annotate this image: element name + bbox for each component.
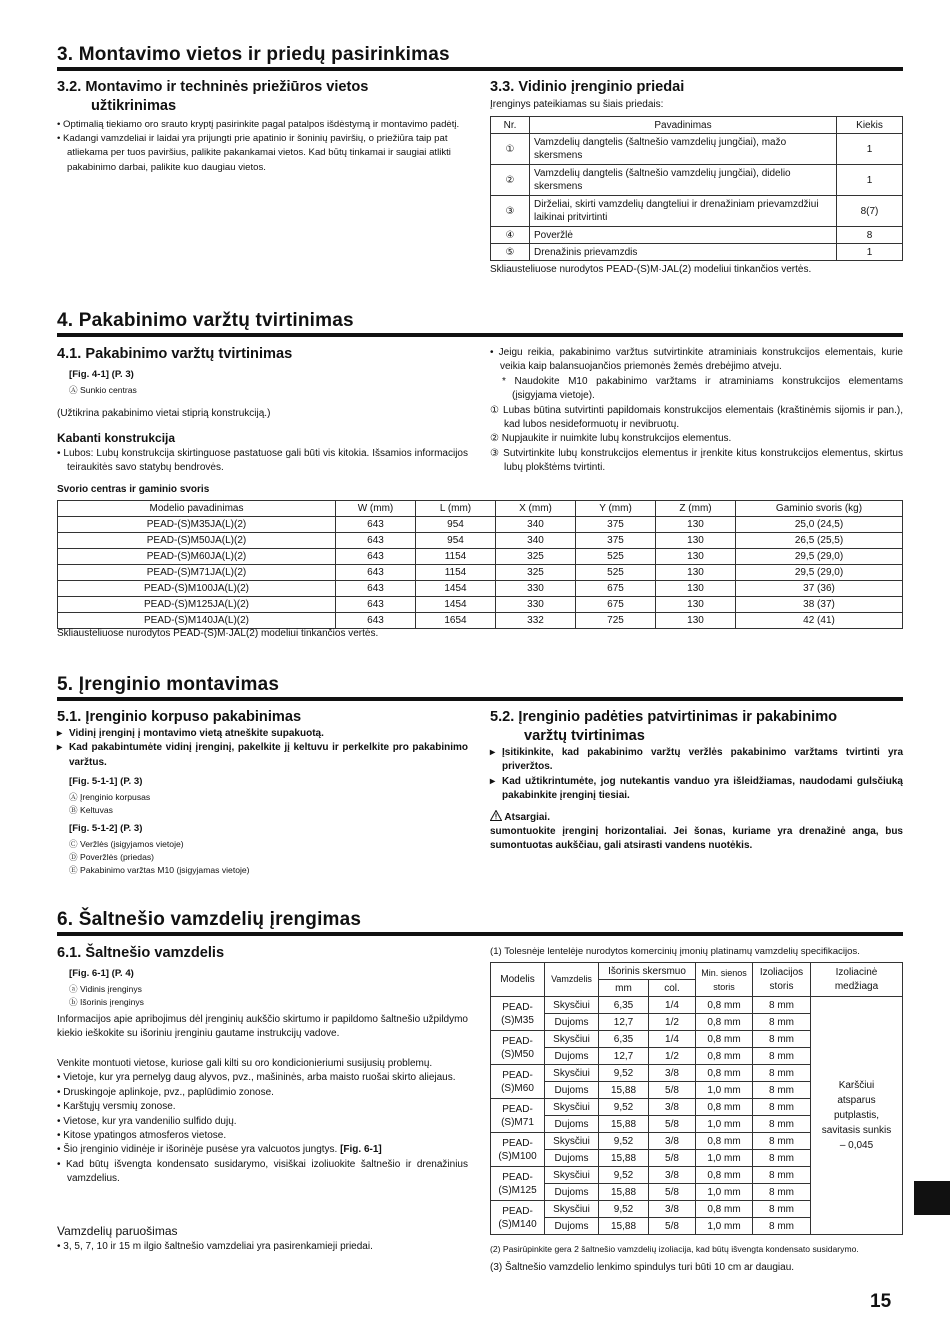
table-title: Svorio centras ir gaminio svoris <box>57 484 210 495</box>
figure-ref: [Fig. 5-1-2] (P. 3) <box>69 823 143 834</box>
subsection-6-1-title: 6.1. Šaltnešio vamzdelis <box>57 945 225 961</box>
table-cell: 330 <box>496 597 576 613</box>
table-cell: Skysčiui <box>545 1031 599 1048</box>
table-cell: 8 mm <box>753 1048 811 1065</box>
table-cell: 37 (36) <box>736 581 903 597</box>
table-cell: 5/8 <box>649 1150 696 1167</box>
table-cell: 8 mm <box>753 1031 811 1048</box>
section-5-title: 5. Įrenginio montavimas <box>57 674 280 695</box>
table-cell: 1/2 <box>649 1014 696 1031</box>
table-cell: 9,52 <box>599 1201 649 1218</box>
table-cell: 643 <box>336 565 416 581</box>
step: ▸ Kad užtikrintumėte, jog nutekantis vanduo yra išleidžiamas, naudodami gulsčiuką pakabinkite įrenginį tiesiai. <box>490 775 903 804</box>
table-cell: Skysčiui <box>545 997 599 1014</box>
table-cell: 8 mm <box>753 1150 811 1167</box>
table-cell: 1454 <box>416 581 496 597</box>
table-cell: 130 <box>656 549 736 565</box>
table-cell: 643 <box>336 597 416 613</box>
table-cell: 375 <box>576 533 656 549</box>
table-cell: Dujoms <box>545 1150 599 1167</box>
figure-legend-item: Ⓐ Įrenginio korpusas <box>69 792 151 802</box>
table-cell: PEAD-(S)M60JA(L)(2) <box>58 549 336 565</box>
numbered-item: ③ Sutvirtinkite lubų konstrukcijos elementus ir įrenkite kitus konstrukcijos elementus, skirtus lubų plokštėms tvirtinti. <box>490 447 903 474</box>
table-cell: 1454 <box>416 597 496 613</box>
table-cell: 330 <box>496 581 576 597</box>
table-cell: 0,8 mm <box>696 1031 753 1048</box>
model-cell: PEAD-(S)M35 <box>491 997 545 1031</box>
table-cell: 0,8 mm <box>696 1167 753 1184</box>
bullet: • Karštųjų versmių zonose. <box>57 1101 176 1113</box>
table-cell: Skysčiui <box>545 1201 599 1218</box>
table-cell: 1154 <box>416 549 496 565</box>
table-cell: 375 <box>576 517 656 533</box>
numbered-item: ① Lubas būtina sutvirtinti papildomais konstrukcijos elementais (kraštinėmis sijomis ir pan.), kad lubos nesideformuotų ir nevibruotų. <box>490 404 903 431</box>
bullet: • Šio įrenginio vidinėje ir išorinėje pusėse yra valcuotos jungtys. [Fig. 6-1] <box>57 1144 382 1156</box>
table-cell: Dujoms <box>545 1082 599 1099</box>
table-cell: 130 <box>656 613 736 629</box>
table-cell: 15,88 <box>599 1082 649 1099</box>
bullet: • Druskingoje aplinkoje, pvz., paplūdimio zonose. <box>57 1086 274 1098</box>
caution-heading: Atsargiai. <box>490 810 550 825</box>
table-cell: 9,52 <box>599 1065 649 1082</box>
table-cell: 6,35 <box>599 1031 649 1048</box>
table-cell: 8 mm <box>753 1116 811 1133</box>
bullet: • Vietose, kur yra vandenilio sulfido dujų. <box>57 1115 237 1127</box>
figure-ref: [Fig. 6-1] (P. 4) <box>69 968 134 979</box>
section-rule <box>57 67 903 71</box>
table-cell: 6,35 <box>599 997 649 1014</box>
table-cell: 3/8 <box>649 1167 696 1184</box>
table-cell: 0,8 mm <box>696 1048 753 1065</box>
section-rule <box>57 697 903 701</box>
section-3-title: 3. Montavimo vietos ir priedų pasirinkimas <box>57 44 450 65</box>
step: ▸ Kad pakabintumėte vidinį įrenginį, pakelkite jį keltuvu ir perkelkite pro pakabinimo varžtus. <box>57 741 468 770</box>
table-cell: Skysčiui <box>545 1133 599 1150</box>
table-cell: 1,0 mm <box>696 1218 753 1235</box>
table-cell: 725 <box>576 613 656 629</box>
caution-text: sumontuokite įrenginį horizontaliai. Jei šonas, kuriame yra drenažinė anga, bus sumontuotas aukščiau, gali atsirasti vandens nuotėkis. <box>490 826 903 852</box>
table-cell: 9,52 <box>599 1099 649 1116</box>
table-cell: 9,52 <box>599 1167 649 1184</box>
table-cell: PEAD-(S)M35JA(L)(2) <box>58 517 336 533</box>
table-row <box>491 997 903 1014</box>
heading: Vamzdelių paruošimas <box>57 1224 178 1238</box>
table-cell: 130 <box>656 581 736 597</box>
table-cell: 643 <box>336 581 416 597</box>
table-cell: 8 mm <box>753 1082 811 1099</box>
figure-ref: [Fig. 4-1] (P. 3) <box>69 369 134 380</box>
table-cell: PEAD-(S)M140JA(L)(2) <box>58 613 336 629</box>
bullet: • Jeigu reikia, pakabinimo varžtus sutvirtinkite atraminiais konstrukcijos elementais, kurie veikia kaip balansuojančios priemonės žemės drebėjimo atveju. <box>490 347 903 373</box>
table-cell: 954 <box>416 533 496 549</box>
note: (3) Šaltnešio vamzdelio lenkimo spindulys turi būti 10 cm ar daugiau. <box>490 1262 795 1273</box>
table-cell: 340 <box>496 533 576 549</box>
warning-icon <box>490 810 502 821</box>
table-cell: 3/8 <box>649 1201 696 1218</box>
table-cell: 525 <box>576 549 656 565</box>
table-cell: 8 mm <box>753 1014 811 1031</box>
table-cell: 0,8 mm <box>696 1133 753 1150</box>
table-cell: 8 mm <box>753 997 811 1014</box>
model-cell: PEAD-(S)M71 <box>491 1099 545 1133</box>
section-4-title: 4. Pakabinimo varžtų tvirtinimas <box>57 310 354 331</box>
table-row <box>58 517 903 533</box>
table-cell: PEAD-(S)M71JA(L)(2) <box>58 565 336 581</box>
table-cell: 9,52 <box>599 1133 649 1150</box>
figure-legend-item: ⓑ Išorinis įrenginys <box>69 997 144 1007</box>
model-cell: PEAD-(S)M50 <box>491 1031 545 1065</box>
section-6-title: 6. Šaltnešio vamzdelių įrengimas <box>57 909 362 930</box>
table-cell: 8 mm <box>753 1184 811 1201</box>
pipe-spec-table: Modelis Vamzdelis Išorinis skersmuo Min. sienos storis Izoliacijos storis Izoliacinė medžiaga mm col. PEAD-(S)M35 Skysčiui 6,35 1/4 0,8 mm 8 mm Karščiui atsparus putplastis, savitasis sunkis – 0,045 Dujoms 12,7 1/2 0,8 mm 8 mm PEAD-(S)M50 Skysčiui 6,35 1/4 0,8 mm 8 mm Dujoms 12,7 1/2 0,8 mm 8 mm PEAD-(S)M60 Skysčiui 9,52 3/8 0,8 mm 8 mm Dujoms 15,88 5/8 1,0 mm 8 mm PEAD-(S)M71 Skysčiui 9,52 3/8 0,8 mm 8 mm Dujoms 15,88 5/8 1,0 mm 8 mm PEAD-(S)M100 Skysčiui 9,52 3/8 0,8 mm 8 mm Dujoms 15,88 5/8 1,0 mm 8 mm PEAD-(S)M125 Skysčiui 9,52 3/8 0,8 mm 8 mm Dujoms 15,88 5/8 1,0 mm 8 mm PEAD-(S)M140 Skysčiui 9,52 3/8 0,8 mm 8 mm Dujoms 15,88 5/8 1,0 mm 8 mm <box>490 962 903 1235</box>
table-row <box>58 565 903 581</box>
table-cell: 15,88 <box>599 1150 649 1167</box>
numbered-item: ② Nupjaukite ir nuimkite lubų konstrukcijos elementus. <box>490 433 732 445</box>
table-cell: PEAD-(S)M50JA(L)(2) <box>58 533 336 549</box>
bullet: • Kadangi vamzdeliai ir laidai yra prijungti prie apatinio ir šoninių paviršių, o priežiūra taip pat atliekama per tuos paviršius, palikite pakankamai vietos. Kad būtų tinkamai ir saugiai atlikti pakabinimo darbai, palikite kuo daugiau vietos. <box>57 133 451 173</box>
table-cell: 325 <box>496 565 576 581</box>
table-cell: 8 mm <box>753 1065 811 1082</box>
bullet: • Lubos: Lubų konstrukcija skirtinguose pastatuose gali būti vis kitokia. Išsamios informacijos teiraukitės savo statybų bendrovės. <box>57 448 468 473</box>
accessories-note: Skliausteliuose nurodytos PEAD-(S)M·JAL(2) modeliui tinkančios vertės. <box>490 264 812 275</box>
paragraph: Venkite montuoti vietose, kuriose gali kilti su oro kondicionieriumi susijusių problemų. <box>57 1058 433 1069</box>
table-cell: 5/8 <box>649 1082 696 1099</box>
table-cell: 8 mm <box>753 1201 811 1218</box>
table-cell: 25,0 (24,5) <box>736 517 903 533</box>
figure-legend-item: ⓐ Vidinis įrenginys <box>69 984 142 994</box>
table-cell: Dujoms <box>545 1014 599 1031</box>
table-cell: Dujoms <box>545 1048 599 1065</box>
table-cell: 5/8 <box>649 1218 696 1235</box>
table-cell: 643 <box>336 517 416 533</box>
table-cell: 8 mm <box>753 1133 811 1150</box>
section-rule <box>57 333 903 337</box>
paragraph: Informacijos apie apribojimus dėl įrenginių aukščio skirtumo ir papildomo šaltnešio užpildymo kiekio ieškokite su išoriniu įrenginiu gautame instrukcijų vadove. <box>57 1014 468 1040</box>
table-cell: 1,0 mm <box>696 1184 753 1201</box>
note: (1) Tolesnėje lentelėje nurodytos komercinių įmonių platinamų vamzdelių specifikacijos. <box>490 946 860 957</box>
table-cell: 0,8 mm <box>696 1201 753 1218</box>
table-cell: 12,7 <box>599 1048 649 1065</box>
table-cell: 8 mm <box>753 1167 811 1184</box>
model-cell: PEAD-(S)M100 <box>491 1133 545 1167</box>
figure-legend-item: Ⓔ Pakabinimo varžtas M10 (įsigyjamas vietoje) <box>69 865 250 875</box>
bullet: • 3, 5, 7, 10 ir 15 m ilgio šaltnešio vamzdeliai yra pasirenkamieji priedai. <box>57 1241 373 1252</box>
figure-legend-item: Ⓐ Sunkio centras <box>69 385 137 395</box>
table-cell: 3/8 <box>649 1065 696 1082</box>
table-cell: 325 <box>496 549 576 565</box>
subsection-5-1-title: 5.1. Įrenginio korpuso pakabinimas <box>57 709 302 725</box>
table-cell: 340 <box>496 517 576 533</box>
table-cell: Skysčiui <box>545 1167 599 1184</box>
table-cell: 1/4 <box>649 997 696 1014</box>
table-cell: 12,7 <box>599 1014 649 1031</box>
accessories-table: Nr. Pavadinimas Kiekis ① Vamzdelių dangtelis (šaltnešio vamzdelių jungčiai), mažo skersmens 1 ② Vamzdelių dangtelis (šaltnešio vamzdelių jungčiai), didelio skersmens 1 ③ Dirželiai, skirti vamzdelių dangteliui ir drenažiniam prievamzdžiui laikinai pritvirtinti 8(7) ④ Poveržlė 8 ⑤ Drenažinis prievamzdis 1 <box>490 116 903 261</box>
subsection-3-2-title: 3.2. Montavimo ir techninės priežiūros vietos užtikrinimas <box>57 79 369 114</box>
table-cell: 15,88 <box>599 1184 649 1201</box>
model-cell: PEAD-(S)M125 <box>491 1167 545 1201</box>
table-cell: 29,5 (29,0) <box>736 549 903 565</box>
table-cell: 0,8 mm <box>696 1065 753 1082</box>
section-rule <box>57 932 903 936</box>
table-cell: 1,0 mm <box>696 1150 753 1167</box>
figure-legend-item: Ⓓ Poveržlės (priedas) <box>69 852 155 862</box>
table-cell: 1/4 <box>649 1031 696 1048</box>
material-cell: Karščiui atsparus putplastis, savitasis sunkis – 0,045 <box>811 997 903 1235</box>
table-row <box>58 533 903 549</box>
table-cell: Dujoms <box>545 1218 599 1235</box>
table-cell: 26,5 (25,5) <box>736 533 903 549</box>
table-cell: 8 mm <box>753 1099 811 1116</box>
table-cell: 3/8 <box>649 1133 696 1150</box>
table-cell: Dujoms <box>545 1116 599 1133</box>
table-cell: 3/8 <box>649 1099 696 1116</box>
bullet: • Optimalią tiekiamo oro srauto kryptį pasirinkite pagal patalpos išdėstymą ir montavimo padėtį. <box>57 119 460 130</box>
table-cell: 15,88 <box>599 1218 649 1235</box>
table-cell: 15,88 <box>599 1116 649 1133</box>
table-cell: 5/8 <box>649 1184 696 1201</box>
table-cell: 1654 <box>416 613 496 629</box>
table-cell: 130 <box>656 565 736 581</box>
figure-legend-item: Ⓑ Keltuvas <box>69 805 113 815</box>
table-cell: PEAD-(S)M100JA(L)(2) <box>58 581 336 597</box>
language-tab-marker <box>914 1181 950 1215</box>
table-cell: 0,8 mm <box>696 1014 753 1031</box>
table-row <box>58 597 903 613</box>
page-number: 15 <box>870 1291 892 1312</box>
table-cell: Dujoms <box>545 1184 599 1201</box>
table-cell: 643 <box>336 533 416 549</box>
step: ▸ Vidinį įrenginį į montavimo vietą atneškite supakuotą. <box>57 727 468 741</box>
table-cell: 42 (41) <box>736 613 903 629</box>
table-cell: 332 <box>496 613 576 629</box>
bullet: • Vietoje, kur yra pernelyg daug alyvos, pvz., mašininės, arba maisto ruošai skirto aliejaus. <box>57 1072 456 1084</box>
weight-table: Modelio pavadinimas W (mm) L (mm) X (mm) Y (mm) Z (mm) Gaminio svoris (kg) PEAD-(S)M35JA(L)(2) 643 954 340 375 130 25,0 (24,5) PEAD-(S)M50JA(L)(2) 643 954 340 375 130 26,5 (25,5) PEAD-(S)M60JA(L)(2) 643 1154 325 525 130 29,5 (29,0) PEAD-(S)M71JA(L)(2) 643 1154 325 525 130 29,5 (29,0) PEAD-(S)M100JA(L)(2) 643 1454 330 675 130 37 (36) PEAD-(S)M125JA(L)(2) 643 1454 330 675 130 38 (37) PEAD-(S)M140JA(L)(2) 643 1654 332 725 130 42 (41) <box>57 500 903 629</box>
table-cell: Skysčiui <box>545 1099 599 1116</box>
figure-ref: [Fig. 5-1-1] (P. 3) <box>69 776 143 787</box>
table-cell: 643 <box>336 613 416 629</box>
note-item: * Naudokite M10 pakabinimo varžtams ir atraminiams konstrukcijos elementams (įsigyjama vietoje). <box>502 375 903 402</box>
table-cell: 8 mm <box>753 1218 811 1235</box>
table-cell: 525 <box>576 565 656 581</box>
model-cell: PEAD-(S)M60 <box>491 1065 545 1099</box>
table-cell: 130 <box>656 517 736 533</box>
table-cell: 675 <box>576 597 656 613</box>
table-cell: 5/8 <box>649 1116 696 1133</box>
note: (2) Pasirūpinkite gera 2 šaltnešio vamzdelių izoliacija, kad būtų išvengta kondensato susidarymo. <box>490 1244 859 1254</box>
bullet: • Kitose ypatingos atmosferos vietose. <box>57 1130 227 1142</box>
step: ▸ Įsitikinkite, kad pakabinimo varžtų veržlės pakabinimo varžtams tvirtinti yra priveržtos. <box>490 746 903 775</box>
table-cell: 29,5 (29,0) <box>736 565 903 581</box>
subsection-4-1-title: 4.1. Pakabinimo varžtų tvirtinimas <box>57 346 293 362</box>
table-cell: 954 <box>416 517 496 533</box>
table-cell: 0,8 mm <box>696 997 753 1014</box>
subsection-5-2-title: 5.2. Įrenginio padėties patvirtinimas ir pakabinimo varžtų tvirtinimas <box>490 709 838 744</box>
model-cell: PEAD-(S)M140 <box>491 1201 545 1235</box>
table-cell: 675 <box>576 581 656 597</box>
table-cell: 1,0 mm <box>696 1116 753 1133</box>
table-row <box>58 549 903 565</box>
table-row <box>58 581 903 597</box>
table-cell: PEAD-(S)M125JA(L)(2) <box>58 597 336 613</box>
table-cell: 0,8 mm <box>696 1099 753 1116</box>
heading: Kabanti konstrukcija <box>57 431 176 445</box>
table-cell: 1154 <box>416 565 496 581</box>
table-cell: 38 (37) <box>736 597 903 613</box>
table-cell: Skysčiui <box>545 1065 599 1082</box>
weight-note: Skliausteliuose nurodytos PEAD-(S)M·JAL(2) modeliui tinkančios vertės. <box>57 628 379 639</box>
figure-legend-item: Ⓒ Veržlės (įsigyjamos vietoje) <box>69 839 184 849</box>
bullet: • Kad būtų išvengta kondensato susidarymo, visiškai izoliuokite šaltnešio ir drenažinius vamzdelius. <box>57 1158 468 1185</box>
subsection-3-3-title: 3.3. Vidinio įrenginio priedai <box>490 79 685 95</box>
accessories-intro: Įrenginys pateikiamas su šiais priedais: <box>490 99 664 110</box>
table-cell: 1,0 mm <box>696 1082 753 1099</box>
table-cell: 130 <box>656 533 736 549</box>
table-cell: 1/2 <box>649 1048 696 1065</box>
table-cell: 130 <box>656 597 736 613</box>
table-cell: 643 <box>336 549 416 565</box>
note: (Užtikrina pakabinimo vietai stiprią konstrukciją.) <box>57 408 271 419</box>
